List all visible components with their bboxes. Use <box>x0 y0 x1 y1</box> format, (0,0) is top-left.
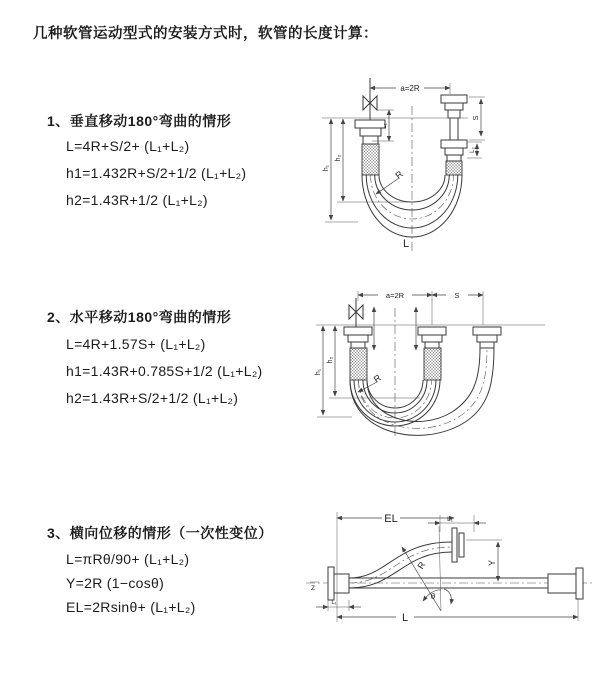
section-3-formula-y: Y=2R (1−cosθ) <box>66 575 165 591</box>
section-2-formula-l: L=4R+1.57S+ (L₁+L₂) <box>66 336 206 352</box>
page-title: 几种软管运动型式的安装方式时，软管的长度计算： <box>33 26 378 42</box>
d1-dim-l2-label: L₂ <box>470 147 476 153</box>
section-1-formula-h1: h1=1.432R+S/2+1/2 (L₁+L₂) <box>66 165 247 181</box>
section-3-heading: 3、横向位移的情形（一次性变位） <box>47 525 273 541</box>
braided-hose-left <box>362 144 379 175</box>
section-1-formula-l: L=4R+S/2+ (L₁+L₂) <box>66 138 190 154</box>
section-1-formula-h2: h2=1.43R+1/2 (L₁+L₂) <box>66 192 208 208</box>
d2-hose-assembly <box>344 298 501 435</box>
d1-dim-s-label: S <box>471 115 480 121</box>
section-2-heading: 2、水平移动180°弯曲的情形 <box>47 309 232 325</box>
d2-dim-a-label: a=2R <box>385 291 405 300</box>
d1-radius-label: R <box>393 168 405 181</box>
d3-hose-assembly <box>328 528 583 600</box>
diagram-horizontal-bend <box>300 288 600 448</box>
d1-hose-assembly <box>355 78 467 237</box>
d3-dim-l1-left-label: L₁ <box>331 600 337 606</box>
d2-dim-h1-label: h₁ <box>315 368 322 376</box>
d3-radius-label: R <box>415 560 428 571</box>
section-3-formula-el: EL=2Rsinθ+ (L₁+L₂) <box>66 599 196 615</box>
d2-radius-label: R <box>371 372 383 385</box>
d1-dim-a-label: a=2R <box>400 84 420 93</box>
d3-dim-l-label: L <box>401 612 409 624</box>
section-2-formula-h2: h2=1.43R+S/2+1/2 (L₁+L₂) <box>66 390 239 406</box>
diagram-lateral-displacement <box>300 505 600 630</box>
d3-angle-label: θ <box>430 592 436 601</box>
section-3-formula-l: L=πRθ/90+ (L₁+L₂) <box>66 551 190 567</box>
section-1-heading: 1、垂直移动180°弯曲的情形 <box>47 113 232 129</box>
d3-dim-l1-top-label: L₁ <box>447 516 453 523</box>
d3-dimensions <box>316 512 578 624</box>
d2-dim-h2-label: h₂ <box>327 356 334 364</box>
d3-dim-y-label: Y <box>487 559 497 567</box>
d1-length-label: L <box>402 238 410 250</box>
d1-dim-h1-label: h₁ <box>323 164 330 172</box>
d3-dim-el-label: EL <box>384 513 398 525</box>
braided-hose-right <box>446 161 462 175</box>
d1-dim-h2-label: h₂ <box>335 154 342 162</box>
d2-dim-s-label: S <box>454 291 460 300</box>
section-2-formula-h1: h1=1.43R+0.785S+1/2 (L₁+L₂) <box>66 363 263 379</box>
d1-dim-l1-label: L₁ <box>381 123 388 129</box>
d3-axis-mark: Z <box>311 585 315 592</box>
diagram-vertical-bend <box>300 75 600 260</box>
